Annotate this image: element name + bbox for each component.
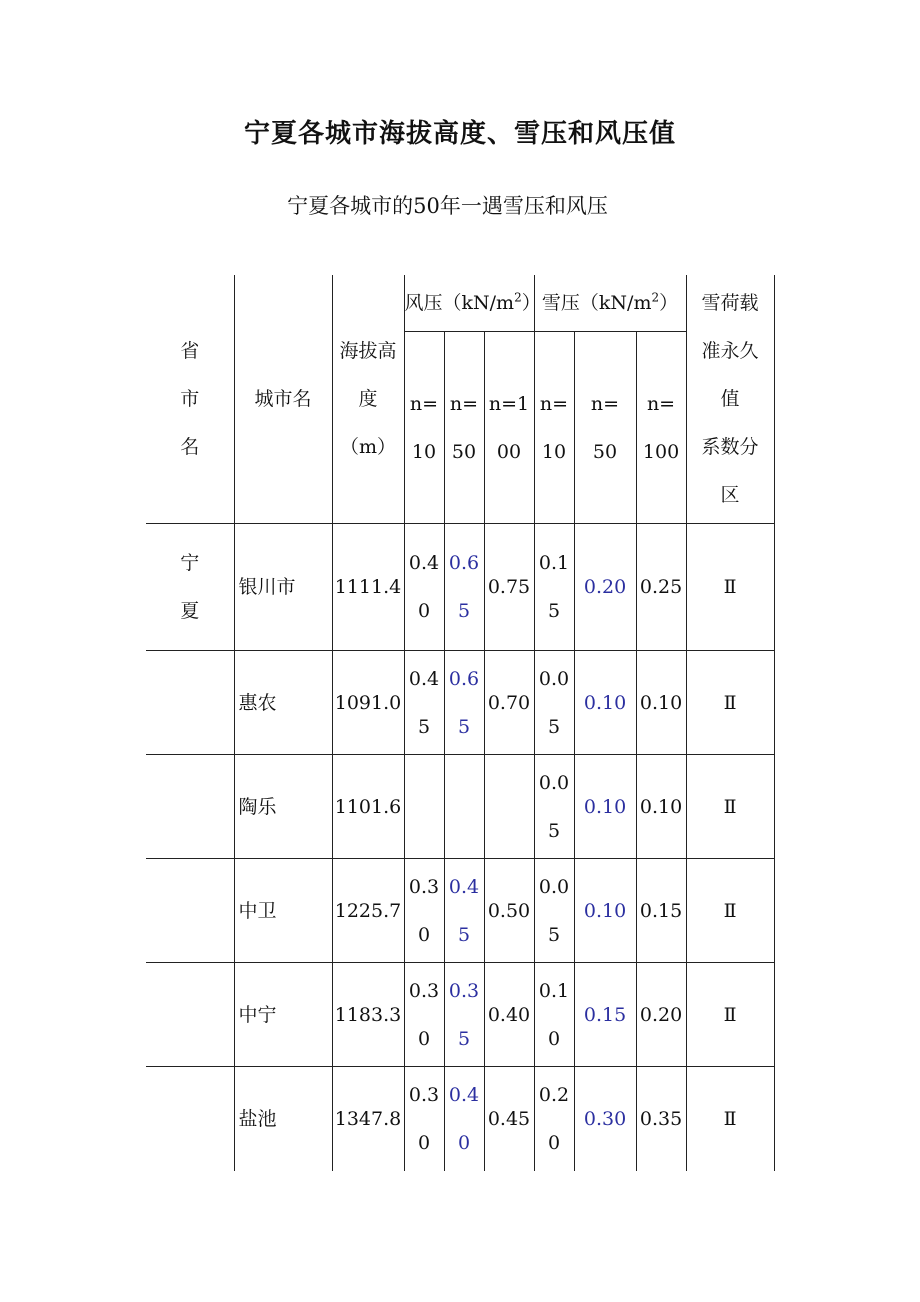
cell-snow-n50: 0.10 [574, 755, 636, 859]
cell-province [146, 651, 234, 755]
cell-wind-n10: 0.4 5 [404, 651, 444, 755]
page-title: 宁夏各城市海拔高度、雪压和风压值 [243, 119, 676, 149]
cell-wind-n100: 0.45 [484, 1067, 534, 1171]
header-snow-n10: n= 10 [534, 332, 574, 524]
cell-city: 中宁 [234, 963, 332, 1067]
cell-snow-n50: 0.10 [574, 651, 636, 755]
table-row [146, 651, 774, 755]
cell-city: 惠农 [234, 651, 332, 755]
header-snow-n100: n= 100 [636, 332, 686, 524]
cell-wind-n50: 0.6 5 [444, 524, 484, 651]
cell-altitude: 1091.0 [332, 651, 404, 755]
cell-snow-zone: Ⅱ [686, 755, 774, 859]
cell-province [146, 859, 234, 963]
cell-wind-n10: 0.4 0 [404, 524, 444, 651]
header-snow-n50: n= 50 [574, 332, 636, 524]
header-wind-n50: n= 50 [444, 332, 484, 524]
header-wind-n100: n=1 00 [484, 332, 534, 524]
header-province: 省 市 名 [146, 275, 234, 524]
table-row [146, 859, 774, 963]
cell-wind-n100: 0.40 [484, 963, 534, 1067]
cell-city: 中卫 [234, 859, 332, 963]
cell-wind-n100 [484, 755, 534, 859]
header-wind-n10: n= 10 [404, 332, 444, 524]
cell-snow-n100: 0.35 [636, 1067, 686, 1171]
cell-wind-n50: 0.4 0 [444, 1067, 484, 1171]
cell-snow-n10: 0.2 0 [534, 1067, 574, 1171]
cell-wind-n10: 0.3 0 [404, 1067, 444, 1171]
cell-snow-n50: 0.10 [574, 859, 636, 963]
cell-province [146, 755, 234, 859]
cell-snow-n10: 0.1 5 [534, 524, 574, 651]
cell-snow-n50: 0.15 [574, 963, 636, 1067]
cell-wind-n100: 0.75 [484, 524, 534, 651]
cell-wind-n100: 0.70 [484, 651, 534, 755]
table-row [146, 1067, 774, 1171]
cell-snow-zone: Ⅱ [686, 651, 774, 755]
cell-snow-zone: Ⅱ [686, 963, 774, 1067]
cell-altitude: 1101.6 [332, 755, 404, 859]
cell-altitude: 1183.3 [332, 963, 404, 1067]
table-row [146, 755, 774, 859]
header-snow-zone: 雪荷载 准永久 值 系数分 区 [686, 275, 774, 524]
cell-wind-n100: 0.50 [484, 859, 534, 963]
cell-wind-n10: 0.3 0 [404, 859, 444, 963]
header-wind-pressure: 风压$(kN/m^2)$ [404, 275, 534, 332]
cell-snow-n100: 0.10 [636, 651, 686, 755]
header-snow-pressure: 雪压$(kN/m^2)$ [534, 275, 686, 332]
cell-wind-n10: 0.3 0 [404, 963, 444, 1067]
cell-snow-zone: Ⅱ [686, 1067, 774, 1171]
cell-city: 陶乐 [234, 755, 332, 859]
cell-wind-n50 [444, 755, 484, 859]
cell-altitude: 1111.4 [332, 524, 404, 651]
cell-snow-n50: 0.30 [574, 1067, 636, 1171]
cell-snow-n100: 0.15 [636, 859, 686, 963]
table-row [146, 524, 774, 651]
cell-snow-n10: 0.1 0 [534, 963, 574, 1067]
cell-snow-zone: Ⅱ [686, 859, 774, 963]
cell-snow-n100: 0.25 [636, 524, 686, 651]
cell-snow-n10: 0.0 5 [534, 755, 574, 859]
cell-province: 宁 夏 [146, 524, 234, 651]
header-altitude: 海拔高 度 （m） [332, 275, 404, 524]
cell-wind-n50: 0.6 5 [444, 651, 484, 755]
header-city: 城市名 [234, 275, 332, 524]
cell-city: 银川市 [234, 524, 332, 651]
cell-snow-n10: 0.0 5 [534, 859, 574, 963]
cell-wind-n50: 0.3 5 [444, 963, 484, 1067]
pressure-table [146, 275, 775, 1171]
table-caption: 宁夏各城市的50年一遇雪压和风压 [287, 194, 608, 218]
cell-province [146, 1067, 234, 1171]
cell-snow-n100: 0.10 [636, 755, 686, 859]
cell-snow-zone: Ⅱ [686, 524, 774, 651]
cell-city: 盐池 [234, 1067, 332, 1171]
cell-snow-n50: 0.20 [574, 524, 636, 651]
cell-province [146, 963, 234, 1067]
cell-altitude: 1347.8 [332, 1067, 404, 1171]
cell-altitude: 1225.7 [332, 859, 404, 963]
cell-snow-n10: 0.0 5 [534, 651, 574, 755]
cell-wind-n10 [404, 755, 444, 859]
table-row [146, 963, 774, 1067]
cell-snow-n100: 0.20 [636, 963, 686, 1067]
cell-wind-n50: 0.4 5 [444, 859, 484, 963]
